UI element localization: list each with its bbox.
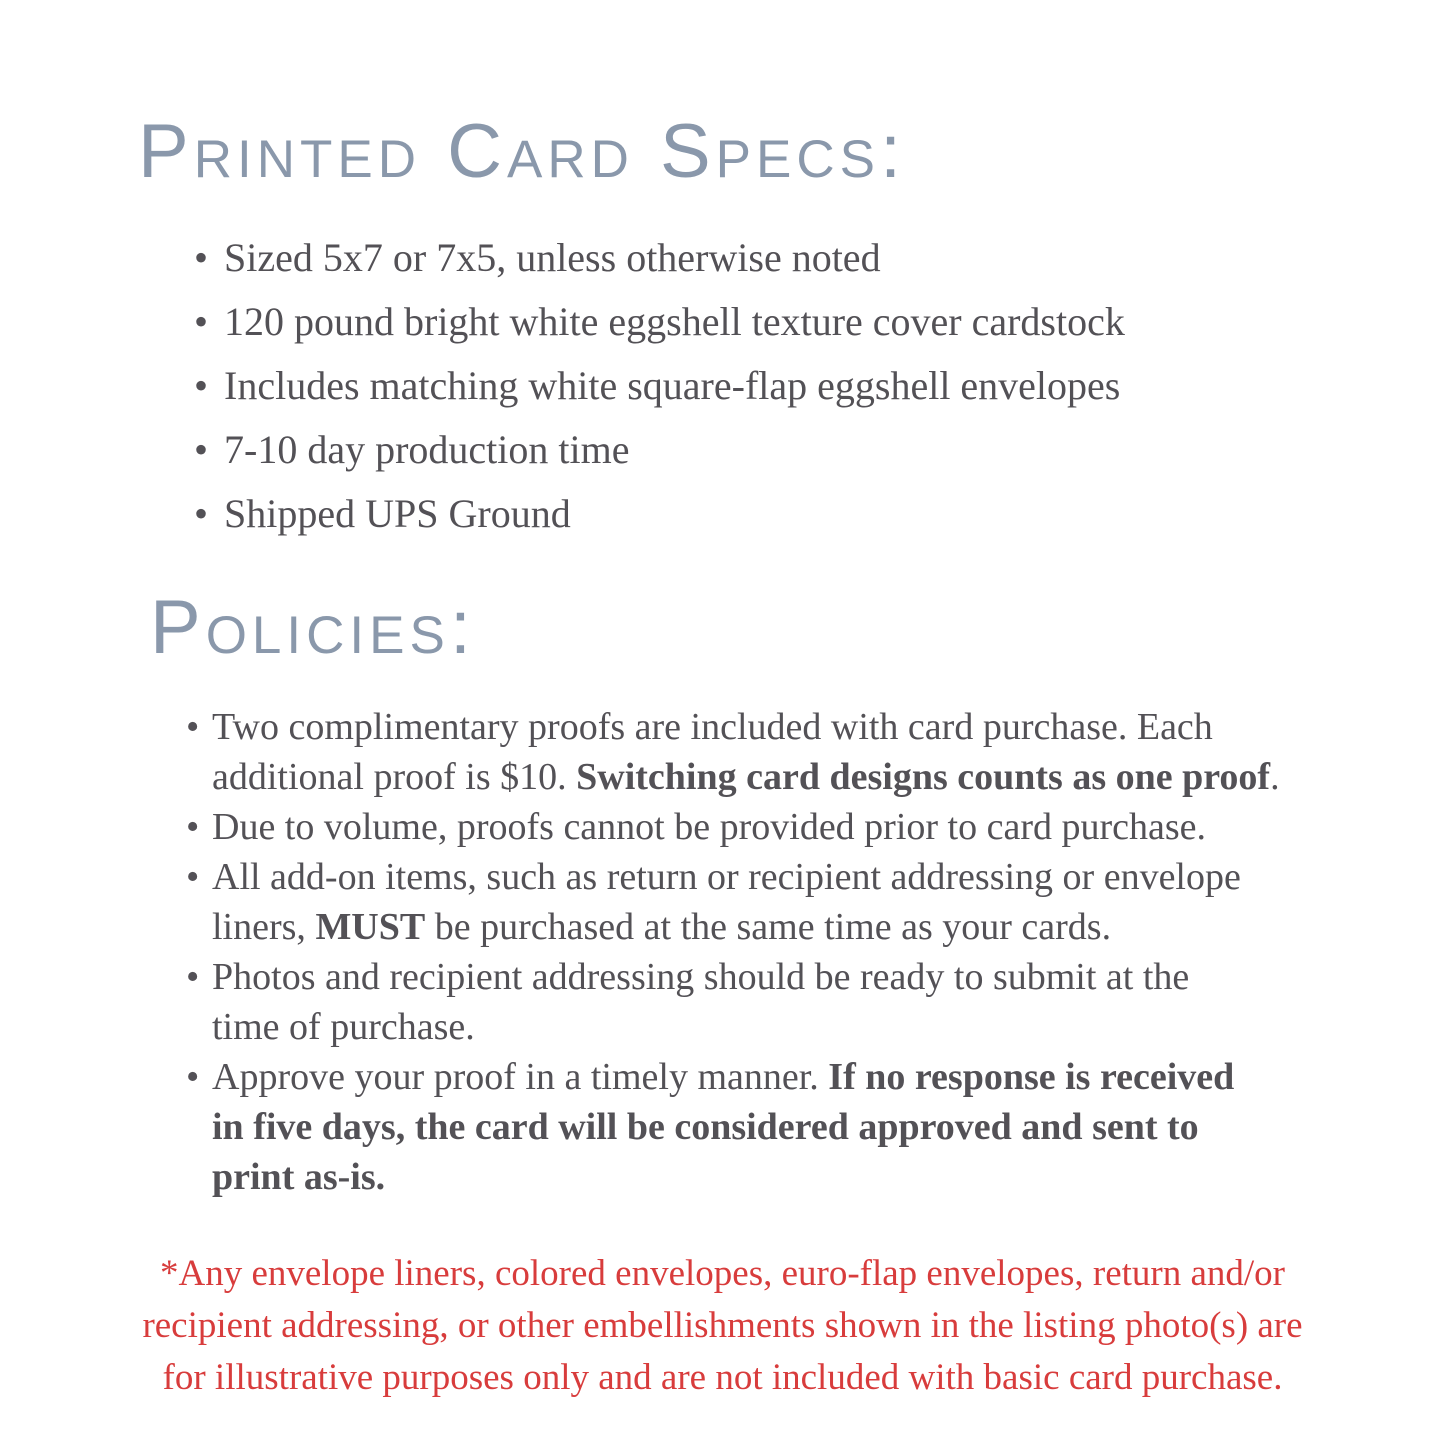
- policy-text: Photos and recipient addressing should be ready to submit at the: [212, 955, 1190, 998]
- policy-text: additional proof is $10.: [212, 755, 577, 798]
- policy-text: All add-on items, such as return or recipient addressing or envelope: [212, 855, 1241, 898]
- policy-text-bold: MUST: [315, 905, 426, 948]
- policy-text-bold: in five days, the card will be considered approved and sent to: [212, 1105, 1199, 1148]
- policy-text-bold: Switching card designs counts as one proof: [576, 755, 1271, 798]
- list-item: [212, 1052, 1295, 1202]
- policy-text: Approve your proof in a timely manner.: [212, 1055, 829, 1098]
- policy-text: Due to volume, proofs cannot be provided prior to card purchase.: [212, 805, 1207, 848]
- policy-text-bold: print as-is.: [212, 1155, 386, 1198]
- list-item: [212, 852, 1295, 952]
- list-item: [212, 702, 1295, 802]
- policy-text: time of purchase.: [212, 1005, 475, 1048]
- disclaimer-line: for illustrative purposes only and are not included with basic card purchase.: [162, 1356, 1283, 1398]
- list-item: • Includes matching white square-flap eggshell envelopes: [224, 354, 1445, 418]
- specs-list: [0, 226, 1445, 546]
- policies-heading: Policies:: [150, 584, 476, 670]
- policies-list: [0, 702, 1445, 1202]
- disclaimer-line: recipient addressing, or other embellishments shown in the listing photo(s) are: [142, 1304, 1303, 1346]
- policy-text: liners,: [212, 905, 316, 948]
- disclaimer-line: *Any envelope liners, colored envelopes, euro-flap envelopes, return and/or: [159, 1252, 1285, 1294]
- disclaimer-text: [140, 1248, 1305, 1404]
- list-item: • 7-10 day production time: [224, 418, 1445, 482]
- policy-text: be purchased at the same time as your cards.: [425, 905, 1112, 948]
- policy-text-bold: If no response is received: [828, 1055, 1235, 1098]
- list-item: • Sized 5x7 or 7x5, unless otherwise noted: [224, 226, 1445, 290]
- specs-heading: Printed Card Specs:: [138, 109, 907, 194]
- list-item: [212, 952, 1295, 1052]
- list-item: [212, 802, 1295, 852]
- policy-text: Two complimentary proofs are included with card purchase. Each: [212, 705, 1213, 748]
- policy-text: .: [1270, 755, 1280, 798]
- list-item: • Shipped UPS Ground: [224, 482, 1445, 546]
- list-item: • 120 pound bright white eggshell texture cover cardstock: [224, 290, 1445, 354]
